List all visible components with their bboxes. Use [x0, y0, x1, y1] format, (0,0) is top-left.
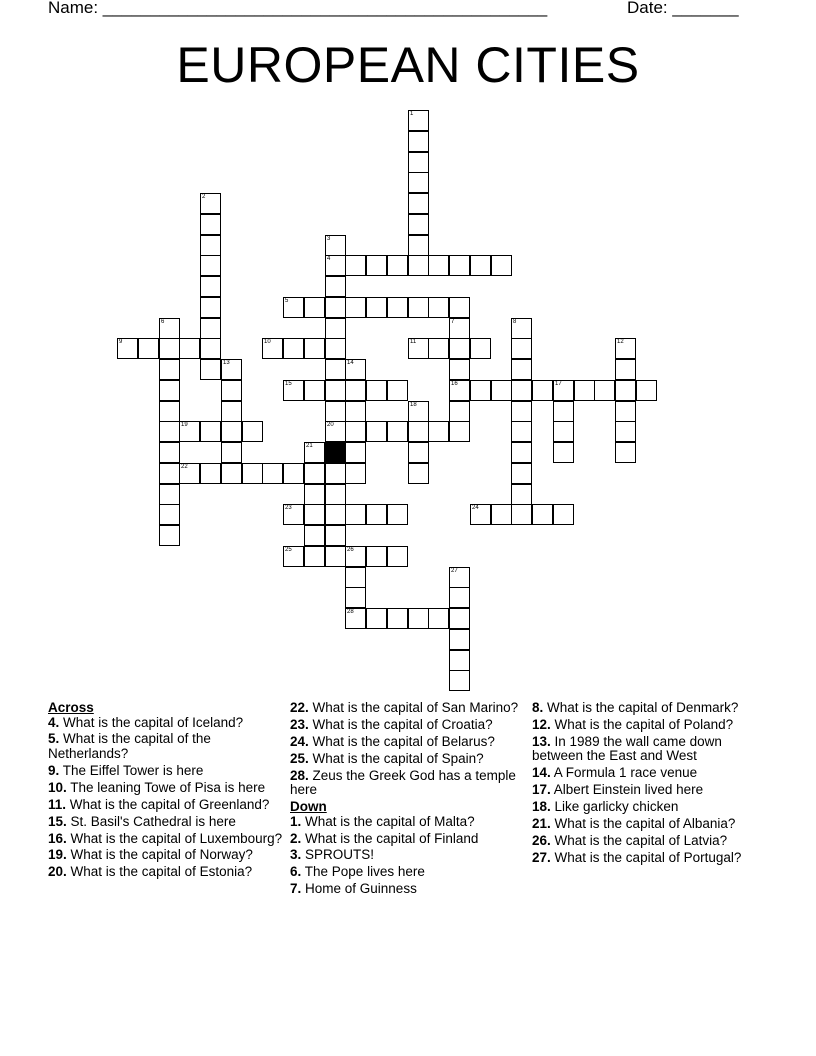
- grid-cell[interactable]: [511, 442, 532, 463]
- clue-text: St. Basil's Cathedral is here: [66, 813, 236, 829]
- grid-cell[interactable]: [449, 670, 470, 691]
- grid-cell[interactable]: [221, 380, 242, 401]
- clue-text: What is the capital of Luxembourg?: [66, 830, 283, 846]
- grid-cell[interactable]: [491, 380, 512, 401]
- clue-number-label: 6.: [290, 864, 302, 880]
- across-clue: [48, 865, 288, 880]
- clue-text: What is the capital of Norway?: [66, 847, 253, 863]
- grid-cell[interactable]: [345, 504, 366, 525]
- down-clue: [290, 848, 530, 863]
- grid-cell[interactable]: [242, 463, 263, 484]
- clue-number: 7: [451, 319, 455, 325]
- grid-cell[interactable]: [159, 525, 180, 546]
- grid-cell[interactable]: [491, 504, 512, 525]
- grid-cell[interactable]: [345, 587, 366, 608]
- clue-text: What is the capital of Belarus?: [308, 733, 495, 749]
- grid-cell[interactable]: [159, 338, 180, 359]
- clue-text: SPROUTS!: [301, 847, 375, 863]
- grid-cell[interactable]: [470, 255, 491, 276]
- grid-cell[interactable]: [304, 442, 325, 463]
- grid-cell[interactable]: [325, 546, 346, 567]
- grid-cell[interactable]: [283, 380, 304, 401]
- grid-cell[interactable]: [200, 276, 221, 297]
- name-field: Name: _______________________________________________: [48, 0, 548, 17]
- grid-cell[interactable]: [345, 463, 366, 484]
- grid-cell[interactable]: [179, 338, 200, 359]
- grid-cell[interactable]: [200, 359, 221, 380]
- grid-cell[interactable]: [325, 276, 346, 297]
- across-clue: [290, 769, 530, 798]
- grid-cell[interactable]: [283, 297, 304, 318]
- grid-cell[interactable]: [345, 255, 366, 276]
- grid-cell[interactable]: [366, 504, 387, 525]
- grid-cell[interactable]: [449, 255, 470, 276]
- grid-cell[interactable]: [387, 608, 408, 629]
- grid-cell[interactable]: [574, 380, 595, 401]
- clue-number: 22: [181, 464, 188, 470]
- grid-cell[interactable]: [408, 401, 429, 422]
- grid-cell[interactable]: [511, 504, 532, 525]
- clue-number-label: 27.: [532, 849, 551, 865]
- grid-cell[interactable]: [325, 338, 346, 359]
- clue-number: 18: [410, 402, 417, 408]
- grid-cell[interactable]: [449, 401, 470, 422]
- clue-text: What is the capital of Poland?: [550, 716, 734, 732]
- grid-cell[interactable]: [304, 297, 325, 318]
- grid-cell[interactable]: [408, 235, 429, 256]
- down-clue: [532, 783, 772, 798]
- grid-cell[interactable]: [221, 401, 242, 422]
- grid-cell[interactable]: [159, 442, 180, 463]
- grid-cell[interactable]: [179, 463, 200, 484]
- grid-cell[interactable]: [366, 380, 387, 401]
- grid-cell[interactable]: [470, 504, 491, 525]
- down-clue: [290, 815, 530, 830]
- clue-text: What is the capital of the Netherlands?: [48, 731, 211, 762]
- grid-cell[interactable]: [408, 172, 429, 193]
- clue-number-label: 12.: [532, 716, 551, 732]
- grid-cell[interactable]: [408, 255, 429, 276]
- date-field: Date: _______: [627, 0, 739, 17]
- page-title: EUROPEAN CITIES: [176, 37, 640, 93]
- grid-cell[interactable]: [325, 463, 346, 484]
- across-clue: [290, 718, 530, 733]
- down-clue: [290, 865, 530, 880]
- clue-number-label: 24.: [290, 733, 309, 749]
- clue-number: 10: [264, 339, 271, 345]
- down-clue: [532, 735, 772, 764]
- clue-number-label: 18.: [532, 799, 551, 815]
- grid-cell[interactable]: [345, 546, 366, 567]
- clue-text: What is the capital of Croatia?: [308, 716, 493, 732]
- grid-cell[interactable]: [636, 380, 657, 401]
- grid-cell[interactable]: [511, 484, 532, 505]
- clue-text: Albert Einstein lived here: [550, 782, 704, 798]
- grid-cell[interactable]: [553, 401, 574, 422]
- clue-number: 24: [472, 505, 479, 511]
- clue-text: A Formula 1 race venue: [550, 765, 698, 781]
- clue-number: 13: [223, 360, 230, 366]
- grid-cell[interactable]: [325, 380, 346, 401]
- clue-text: What is the capital of Spain?: [308, 750, 484, 766]
- clue-number: 20: [327, 422, 334, 428]
- clue-number: 25: [285, 547, 292, 553]
- grid-cell[interactable]: [304, 463, 325, 484]
- clue-number: 14: [347, 360, 354, 366]
- grid-cell[interactable]: [304, 525, 325, 546]
- grid-cell[interactable]: [366, 297, 387, 318]
- grid-cell[interactable]: [325, 359, 346, 380]
- clue-text: In 1989 the wall came down between the East and West: [532, 733, 722, 764]
- clue-number: 2: [202, 194, 206, 200]
- grid-cell[interactable]: [511, 401, 532, 422]
- grid-cell[interactable]: [615, 421, 636, 442]
- grid-cell[interactable]: [387, 255, 408, 276]
- across-clue: [48, 716, 288, 731]
- down-clue: [532, 851, 772, 866]
- grid-cell[interactable]: [304, 484, 325, 505]
- grid-cell[interactable]: [283, 546, 304, 567]
- grid-cell[interactable]: [449, 380, 470, 401]
- clue-number-label: 14.: [532, 765, 551, 781]
- clue-number-label: 5.: [48, 731, 60, 747]
- clue-number: 11: [410, 339, 417, 345]
- clue-number-label: 20.: [48, 864, 67, 880]
- clue-text: What is the capital of Denmark?: [543, 700, 739, 715]
- grid-cell[interactable]: [511, 463, 532, 484]
- across-clue: [48, 732, 288, 761]
- clue-number-label: 23.: [290, 716, 309, 732]
- clue-number-label: 7.: [290, 881, 302, 897]
- grid-cell[interactable]: [428, 421, 449, 442]
- clue-text: What is the capital of Finland: [301, 830, 479, 846]
- grid-cell[interactable]: [615, 359, 636, 380]
- clue-number-label: 1.: [290, 813, 302, 829]
- grid-cell[interactable]: [428, 338, 449, 359]
- grid-cell[interactable]: [304, 546, 325, 567]
- clue-number: 3: [327, 236, 331, 242]
- clue-number-label: 3.: [290, 847, 302, 863]
- down-clue: [532, 718, 772, 733]
- across-clue: [290, 735, 530, 750]
- grid-cell[interactable]: [345, 608, 366, 629]
- clue-text: The leaning Towe of Pisa is here: [66, 779, 266, 795]
- grid-cell[interactable]: [449, 629, 470, 650]
- grid-cell[interactable]: [449, 338, 470, 359]
- clue-number-label: 9.: [48, 762, 60, 778]
- grid-cell[interactable]: [449, 318, 470, 339]
- grid-cell[interactable]: [283, 463, 304, 484]
- clue-number: 19: [181, 422, 188, 428]
- grid-cell[interactable]: [532, 380, 553, 401]
- grid-cell[interactable]: [553, 442, 574, 463]
- clue-number-label: 8.: [532, 700, 544, 715]
- grid-cell[interactable]: [387, 421, 408, 442]
- clue-number: 23: [285, 505, 292, 511]
- grid-cell[interactable]: [511, 318, 532, 339]
- grid-cell[interactable]: [221, 359, 242, 380]
- grid-cell[interactable]: [262, 463, 283, 484]
- grid-cell[interactable]: [200, 463, 221, 484]
- clues-column-2: [290, 701, 530, 899]
- clue-number: 26: [347, 547, 354, 553]
- grid-cell[interactable]: [283, 338, 304, 359]
- clue-number: 15: [285, 381, 292, 387]
- grid-cell[interactable]: [159, 359, 180, 380]
- grid-cell[interactable]: [345, 380, 366, 401]
- clue-text: Zeus the Greek God has a temple here: [290, 767, 516, 798]
- clue-number-label: 19.: [48, 847, 67, 863]
- grid-cell[interactable]: [553, 504, 574, 525]
- grid-cell[interactable]: [449, 567, 470, 588]
- black-square: [325, 442, 346, 463]
- clue-number-label: 4.: [48, 714, 60, 730]
- clues-column-1: [48, 701, 288, 882]
- grid-cell[interactable]: [325, 401, 346, 422]
- down-clue: [290, 832, 530, 847]
- across-clue: [290, 752, 530, 767]
- grid-cell[interactable]: [366, 546, 387, 567]
- grid-cell[interactable]: [200, 214, 221, 235]
- down-clue: [532, 834, 772, 849]
- across-clue: [48, 832, 288, 847]
- grid-cell[interactable]: [428, 608, 449, 629]
- clue-text: The Eiffel Tower is here: [59, 762, 204, 778]
- grid-cell[interactable]: [345, 421, 366, 442]
- grid-cell[interactable]: [159, 504, 180, 525]
- grid-cell[interactable]: [325, 297, 346, 318]
- grid-cell[interactable]: [304, 380, 325, 401]
- grid-cell[interactable]: [325, 421, 346, 442]
- grid-cell[interactable]: [221, 442, 242, 463]
- grid-cell[interactable]: [387, 297, 408, 318]
- clue-number-label: 10.: [48, 779, 67, 795]
- grid-cell[interactable]: [325, 504, 346, 525]
- across-clue: [48, 815, 288, 830]
- clue-text: The Pope lives here: [301, 864, 425, 880]
- grid-cell[interactable]: [408, 338, 429, 359]
- clue-number-label: 15.: [48, 813, 67, 829]
- grid-cell[interactable]: [159, 380, 180, 401]
- grid-cell[interactable]: [532, 504, 553, 525]
- grid-cell[interactable]: [615, 380, 636, 401]
- grid-cell[interactable]: [449, 587, 470, 608]
- grid-cell[interactable]: [200, 338, 221, 359]
- grid-cell[interactable]: [387, 504, 408, 525]
- grid-cell[interactable]: [408, 297, 429, 318]
- across-heading: Across: [48, 700, 94, 715]
- clue-text: What is the capital of Estonia?: [66, 864, 253, 880]
- grid-cell[interactable]: [345, 297, 366, 318]
- grid-cell[interactable]: [387, 380, 408, 401]
- grid-cell[interactable]: [449, 650, 470, 671]
- grid-cell[interactable]: [408, 214, 429, 235]
- clue-number-label: 22.: [290, 700, 309, 715]
- clue-number: 21: [306, 443, 313, 449]
- clue-text: What is the capital of Portugal?: [550, 849, 742, 865]
- clue-number-label: 11.: [48, 796, 67, 812]
- clue-number: 1: [410, 111, 414, 117]
- grid-cell[interactable]: [325, 255, 346, 276]
- clue-text: Home of Guinness: [301, 881, 417, 897]
- across-clue: [48, 764, 288, 779]
- clue-number: 4: [327, 256, 331, 262]
- clue-number-label: 16.: [48, 830, 67, 846]
- down-clue: [532, 800, 772, 815]
- grid-cell[interactable]: [428, 297, 449, 318]
- clue-number: 6: [161, 319, 165, 325]
- clue-number-label: 25.: [290, 750, 309, 766]
- grid-cell[interactable]: [221, 463, 242, 484]
- clue-number: 28: [347, 609, 354, 615]
- grid-cell[interactable]: [179, 421, 200, 442]
- clue-text: What is the capital of San Marino?: [308, 700, 519, 715]
- grid-cell[interactable]: [200, 193, 221, 214]
- grid-cell[interactable]: [200, 421, 221, 442]
- down-clue: [532, 817, 772, 832]
- grid-cell[interactable]: [325, 525, 346, 546]
- clue-number-label: 26.: [532, 832, 551, 848]
- grid-cell[interactable]: [408, 421, 429, 442]
- clues-column-3: [532, 701, 772, 868]
- grid-cell[interactable]: [345, 567, 366, 588]
- grid-cell[interactable]: [221, 421, 242, 442]
- grid-cell[interactable]: [159, 463, 180, 484]
- grid-cell[interactable]: [470, 380, 491, 401]
- grid-cell[interactable]: [408, 193, 429, 214]
- grid-cell[interactable]: [242, 421, 263, 442]
- down-heading: Down: [290, 799, 327, 815]
- grid-cell[interactable]: [138, 338, 159, 359]
- grid-cell[interactable]: [304, 504, 325, 525]
- grid-cell[interactable]: [594, 380, 615, 401]
- clue-text: What is the capital of Malta?: [301, 813, 475, 829]
- clue-number: 5: [285, 298, 289, 304]
- clue-number-label: 17.: [532, 782, 551, 798]
- grid-cell[interactable]: [366, 421, 387, 442]
- grid-cell[interactable]: [449, 359, 470, 380]
- clue-number: 8: [513, 319, 517, 325]
- grid-cell[interactable]: [470, 338, 491, 359]
- grid-cell[interactable]: [511, 380, 532, 401]
- grid-cell[interactable]: [449, 421, 470, 442]
- grid-cell[interactable]: [408, 608, 429, 629]
- grid-cell[interactable]: [159, 318, 180, 339]
- grid-cell[interactable]: [408, 442, 429, 463]
- across-clue: [290, 701, 530, 716]
- clue-text: What is the capital of Iceland?: [59, 714, 244, 730]
- grid-cell[interactable]: [408, 131, 429, 152]
- clue-text: What is the capital of Latvia?: [550, 832, 728, 848]
- down-clue: [532, 701, 772, 716]
- grid-cell[interactable]: [366, 608, 387, 629]
- across-clue: [48, 798, 288, 813]
- across-clue: [48, 848, 288, 863]
- clue-number: 9: [119, 339, 123, 345]
- grid-cell[interactable]: [449, 297, 470, 318]
- grid-cell[interactable]: [345, 401, 366, 422]
- grid-cell[interactable]: [553, 421, 574, 442]
- grid-cell[interactable]: [511, 421, 532, 442]
- clue-text: Like garlicky chicken: [550, 799, 679, 815]
- grid-cell[interactable]: [200, 318, 221, 339]
- clue-number-label: 13.: [532, 733, 551, 749]
- grid-cell[interactable]: [553, 380, 574, 401]
- grid-cell[interactable]: [491, 255, 512, 276]
- grid-cell[interactable]: [345, 442, 366, 463]
- grid-cell[interactable]: [325, 484, 346, 505]
- grid-cell[interactable]: [366, 255, 387, 276]
- clue-number: 27: [451, 568, 458, 574]
- grid-cell[interactable]: [428, 255, 449, 276]
- grid-cell[interactable]: [449, 608, 470, 629]
- grid-cell[interactable]: [304, 338, 325, 359]
- grid-cell[interactable]: [615, 442, 636, 463]
- clue-number-label: 28.: [290, 767, 309, 783]
- clue-number: 12: [617, 339, 624, 345]
- grid-cell[interactable]: [325, 318, 346, 339]
- grid-cell[interactable]: [117, 338, 138, 359]
- down-clue: [532, 766, 772, 781]
- grid-cell[interactable]: [511, 338, 532, 359]
- grid-cell[interactable]: [615, 338, 636, 359]
- grid-cell[interactable]: [159, 421, 180, 442]
- clue-text: What is the capital of Greenland?: [66, 796, 270, 812]
- clue-number: 17: [555, 381, 562, 387]
- grid-cell[interactable]: [511, 359, 532, 380]
- across-clue: [48, 781, 288, 796]
- grid-cell[interactable]: [283, 504, 304, 525]
- down-clue: [290, 882, 530, 897]
- clue-text: What is the capital of Albania?: [550, 815, 736, 831]
- grid-cell[interactable]: [408, 110, 429, 131]
- grid-cell[interactable]: [345, 359, 366, 380]
- grid-cell[interactable]: [200, 255, 221, 276]
- grid-cell[interactable]: [159, 484, 180, 505]
- grid-cell[interactable]: [200, 297, 221, 318]
- grid-cell[interactable]: [159, 401, 180, 422]
- clue-number-label: 21.: [532, 815, 551, 831]
- grid-cell[interactable]: [262, 338, 283, 359]
- clue-number-label: 2.: [290, 830, 302, 846]
- grid-cell[interactable]: [615, 401, 636, 422]
- grid-cell[interactable]: [325, 235, 346, 256]
- clue-number: 16: [451, 381, 458, 387]
- grid-cell[interactable]: [387, 546, 408, 567]
- grid-cell[interactable]: [408, 152, 429, 173]
- grid-cell[interactable]: [408, 463, 429, 484]
- grid-cell[interactable]: [200, 235, 221, 256]
